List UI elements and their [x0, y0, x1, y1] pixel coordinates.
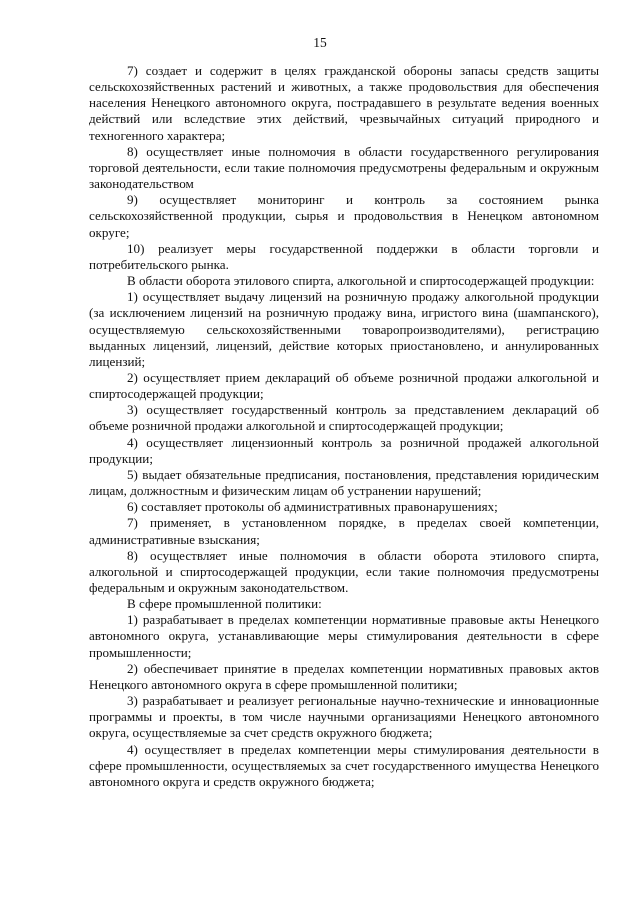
paragraph: 4) осуществляет лицензионный контроль за розничной продажей алкогольной продукции; [89, 434, 599, 466]
paragraph: 3) осуществляет государственный контроль за представлением деклараций об объеме розничной продажи алкогольной и спиртосодержащей продукции; [89, 402, 599, 434]
section-heading: В сфере промышленной политики: [127, 596, 322, 612]
paragraph: 10) реализует меры государственной поддержки в области торговли и потребительского рынка. [89, 240, 599, 272]
section-heading: В области оборота этилового спирта, алкогольной и спиртосодержащей продукции: [127, 273, 595, 289]
paragraph: 7) применяет, в установленном порядке, в пределах своей компетенции, административные взыскания; [89, 515, 599, 547]
paragraph: 8) осуществляет иные полномочия в области государственного регулирования торговой деятельности, если такие полномочия предусмотрены федеральным и окружным законодательством [89, 143, 599, 192]
paragraph: 4) осуществляет в пределах компетенции меры стимулирования деятельности в сфере промышленности, осуществляемых за счет государственного имущества Ненецкого автономного округа и средств окружного бюджета; [89, 741, 599, 789]
page-number: 15 [313, 35, 327, 50]
document-body [89, 63, 599, 790]
paragraph: 1) осуществляет выдачу лицензий на розничную продажу алкогольной продукции (за исключением лицензий на розничную продажу вина, игристого вина (шампанского), осуществляемую сельскохозяйственными товаропроизводителями), регистрацию выданных лицензий, лицензий, действие которых приостановлено, и аннулированных лицензий; [89, 289, 599, 369]
paragraph: 8) осуществляет иные полномочия в области оборота этилового спирта, алкогольной и спиртосодержащей продукции, если такие полномочия предусмотрены федеральным и окружным законодательством. [89, 547, 599, 595]
paragraph: 2) обеспечивает принятие в пределах компетенции нормативных правовых актов Ненецкого автономного округа в сфере промышленной политики; [89, 660, 599, 692]
paragraph: 7) создает и содержит в целях гражданской обороны запасы средств защиты сельскохозяйственных растений и животных, а также продовольствия для обеспечения населения Ненецкого автономного округа, пострадавшего в результате ведения военных действий или вследствие этих действий, чрезвычайных ситуаций природного и техногенного характера; [89, 63, 599, 143]
paragraph: 5) выдает обязательные предписания, постановления, представления юридическим лицам, должностным и физическим лицам об устранении нарушений; [89, 466, 599, 499]
paragraph: 6) составляет протоколы об административных правонарушениях; [127, 499, 498, 515]
paragraph: 9) осуществляет мониторинг и контроль за состоянием рынка сельскохозяйственной продукции, сырья и продовольствия в Ненецком автономном округе; [89, 192, 599, 240]
paragraph: 3) разрабатывает и реализует региональные научно-технические и инновационные программы и проекты, в том числе научными организациями Ненецкого автономного округа, осуществляемые за счет средств окружного бюджета; [89, 693, 599, 741]
paragraph: 1) разрабатывает в пределах компетенции нормативные правовые акты Ненецкого автономного округа, устанавливающие меры стимулирования деятельности в сфере промышленности; [89, 612, 599, 660]
paragraph: 2) осуществляет прием деклараций об объеме розничной продажи алкогольной и спиртосодержащей продукции; [89, 369, 599, 402]
